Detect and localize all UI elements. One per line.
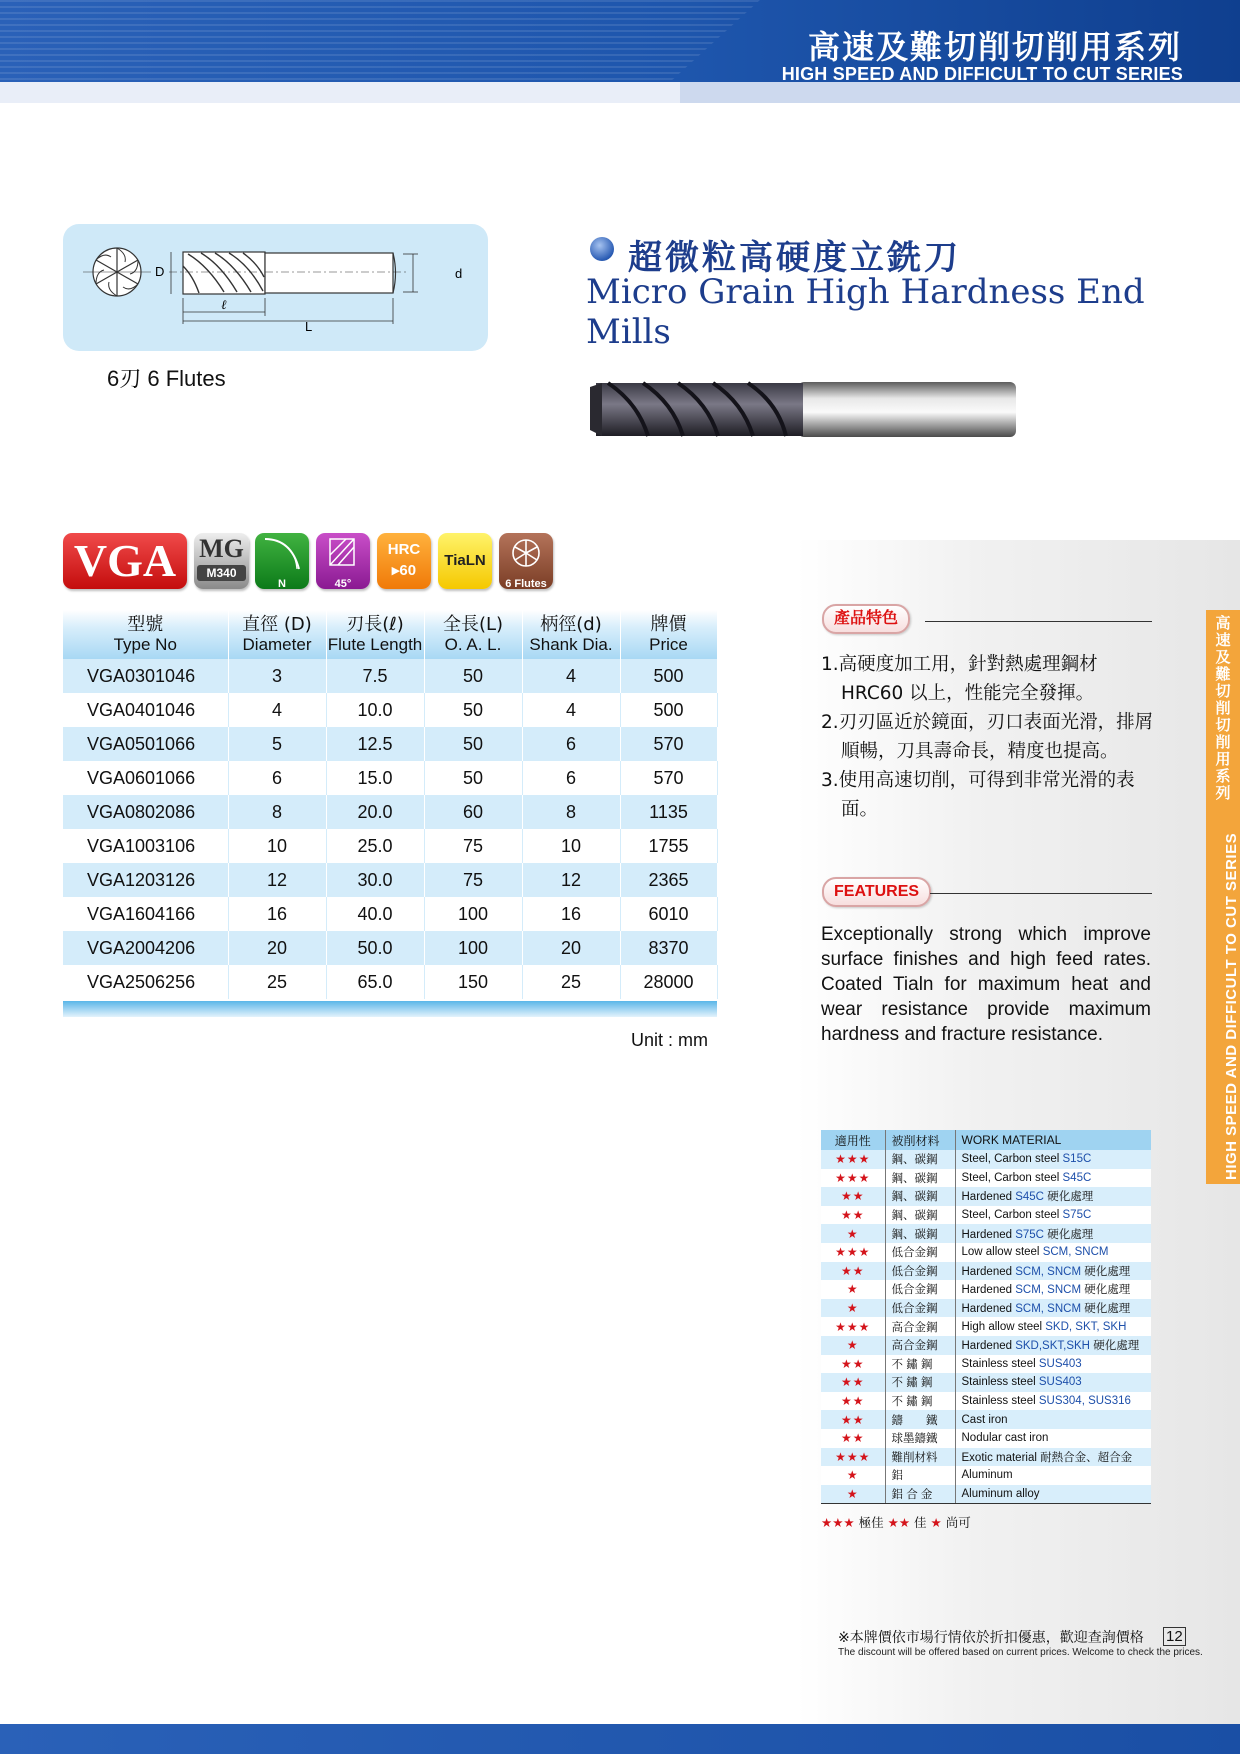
table-row <box>63 659 717 693</box>
badge-n-label: N <box>278 578 286 590</box>
badge-coating: TiaLN <box>438 533 492 589</box>
material-zh: 不 鏽 鋼 <box>885 1392 955 1411</box>
material-en: Steel, Carbon steel <box>961 1209 1060 1222</box>
material-zh: 鋼、碳鋼 <box>885 1150 955 1169</box>
table-cell: 65.0 <box>326 965 424 999</box>
material-grade: S45C <box>1015 1191 1044 1204</box>
table-cell: 15.0 <box>326 761 424 795</box>
title-bullet-icon <box>590 237 614 261</box>
table-cell: 1135 <box>620 795 717 829</box>
table-row <box>821 1224 1151 1243</box>
table-cell: 6 <box>228 761 326 795</box>
material-zh: 低合金鋼 <box>885 1280 955 1299</box>
legend-label-2: 佳 <box>914 1515 927 1530</box>
material-grade: S15C <box>1062 1153 1092 1166</box>
material-grade: SUS403 <box>1038 1376 1082 1389</box>
work-material-table <box>821 1130 1151 1504</box>
badge-mg <box>194 533 249 589</box>
mat-header-material-en: WORK MATERIAL <box>955 1130 1151 1150</box>
suitability-stars: ★★ <box>821 1355 885 1374</box>
badge-vga: VGA <box>63 533 187 589</box>
material-en: Hardened <box>961 1265 1013 1278</box>
product-photo <box>588 375 1020 443</box>
suitability-stars: ★ <box>821 1336 885 1355</box>
spec-header-en: Price <box>649 634 688 654</box>
suitability-stars: ★ <box>821 1485 885 1504</box>
table-cell: 4 <box>228 693 326 727</box>
table-cell: 12.5 <box>326 727 424 761</box>
table-cell: VGA0501066 <box>63 727 228 761</box>
table-row <box>63 761 717 795</box>
spec-header-cell <box>228 610 326 659</box>
table-row <box>821 1150 1151 1169</box>
table-cell: VGA1203126 <box>63 863 228 897</box>
mat-header-suitability: 適用性 <box>821 1130 885 1150</box>
suitability-stars: ★★ <box>821 1392 885 1411</box>
header-title-zh: 高速及難切削切削用系列 <box>807 28 1182 66</box>
material-en: Aluminum <box>961 1469 1013 1482</box>
table-cell: 3 <box>228 659 326 693</box>
table-cell: 6 <box>522 727 620 761</box>
suitability-stars: ★★ <box>821 1373 885 1392</box>
material-zh: 鋼、碳鋼 <box>885 1169 955 1188</box>
table-cell: 570 <box>620 761 717 795</box>
material-desc <box>955 1243 1151 1262</box>
table-cell: 25 <box>228 965 326 999</box>
table-cell: 16 <box>228 897 326 931</box>
material-grade: S75C <box>1062 1209 1092 1222</box>
table-row <box>63 897 717 931</box>
material-desc <box>955 1280 1151 1299</box>
material-suffix: 硬化處理 <box>1084 1303 1131 1316</box>
table-row <box>63 693 717 727</box>
material-desc <box>955 1150 1151 1169</box>
table-row <box>821 1355 1151 1374</box>
table-cell: 20.0 <box>326 795 424 829</box>
badge-flutes-label: 6 Flutes <box>505 578 547 590</box>
table-cell: 50 <box>424 693 522 727</box>
suitability-stars: ★★★ <box>821 1169 885 1188</box>
spec-header-zh: 全長(L) <box>442 613 504 635</box>
spec-header-cell <box>424 610 522 659</box>
table-row <box>63 727 717 761</box>
material-desc <box>955 1429 1151 1448</box>
table-row <box>821 1299 1151 1318</box>
features-zh-line <box>925 621 1152 622</box>
material-zh: 不 鏽 鋼 <box>885 1355 955 1374</box>
table-cell: 4 <box>522 693 620 727</box>
table-row <box>63 795 717 829</box>
table-cell: 12 <box>228 863 326 897</box>
material-en: Stainless steel <box>961 1395 1036 1408</box>
suitability-stars: ★★★ <box>821 1150 885 1169</box>
material-desc <box>955 1392 1151 1411</box>
spec-header-zh: 型號 <box>127 613 164 635</box>
table-cell: 8 <box>522 795 620 829</box>
material-suffix: 硬化處理 <box>1047 1191 1094 1204</box>
features-en-pill: FEATURES <box>822 877 931 907</box>
table-cell: VGA2004206 <box>63 931 228 965</box>
suitability-stars: ★★★ <box>821 1317 885 1336</box>
features-zh-list <box>821 650 1161 824</box>
table-cell: 8370 <box>620 931 717 965</box>
material-zh: 高合金鋼 <box>885 1317 955 1336</box>
table-cell: 75 <box>424 829 522 863</box>
legend-stars-2: ★★ <box>887 1515 911 1530</box>
label-l: ℓ <box>221 297 227 312</box>
feature-zh-item: 2.刃刃區近於鏡面，刃口表面光滑，排屑順暢，刀具壽命長，精度也提高。 <box>821 712 1154 762</box>
table-cell: 150 <box>424 965 522 999</box>
spec-table <box>63 610 718 999</box>
material-zh: 鋁 合 金 <box>885 1485 955 1504</box>
material-desc <box>955 1336 1151 1355</box>
table-cell: VGA0601066 <box>63 761 228 795</box>
material-zh: 低合金鋼 <box>885 1299 955 1318</box>
table-cell: 2365 <box>620 863 717 897</box>
badge-n <box>255 533 309 589</box>
table-row <box>821 1243 1151 1262</box>
features-en-text: Exceptionally strong which improve surface finishes and high feed rates. Coated Tialn for maximum heat and wear resistance provide maximum hardness and fracture resistance. <box>821 924 1151 1045</box>
table-cell: VGA1003106 <box>63 829 228 863</box>
spec-header-zh: 柄徑(d) <box>540 613 602 635</box>
material-desc <box>955 1206 1151 1225</box>
material-zh: 鋼、碳鋼 <box>885 1187 955 1206</box>
spec-header-en: Diameter <box>242 634 312 654</box>
page-footer-bar <box>0 1724 1240 1754</box>
legend-label-3: 極佳 <box>858 1515 884 1530</box>
technical-drawing <box>63 224 488 351</box>
material-grade: SUS304, SUS316 <box>1038 1395 1131 1408</box>
table-row <box>821 1466 1151 1485</box>
suitability-stars: ★★★ <box>821 1243 885 1262</box>
material-grade: SUS403 <box>1038 1357 1082 1370</box>
material-zh: 低合金鋼 <box>885 1243 955 1262</box>
material-grade: SCM, SNCM <box>1015 1265 1082 1278</box>
helix-icon <box>255 533 309 573</box>
label-D: D <box>155 264 165 279</box>
table-row <box>63 863 717 897</box>
table-cell: VGA1604166 <box>63 897 228 931</box>
table-cell: 10 <box>228 829 326 863</box>
table-row <box>821 1485 1151 1504</box>
material-suffix: 硬化處理 <box>1084 1284 1131 1297</box>
material-desc <box>955 1448 1151 1467</box>
table-cell: 10 <box>522 829 620 863</box>
table-cell: 7.5 <box>326 659 424 693</box>
material-desc <box>955 1373 1151 1392</box>
material-en: Low allow steel <box>961 1246 1040 1259</box>
side-tab-zh: 高 速 及 難 切 削 切 削 用 系 列 <box>1215 614 1231 802</box>
material-grade: SCM, SNCM <box>1015 1303 1082 1316</box>
features-en-line <box>930 893 1152 894</box>
spec-header-cell <box>63 610 228 659</box>
material-grade: SKD, SKT, SKH <box>1045 1320 1127 1333</box>
table-cell: VGA0802086 <box>63 795 228 829</box>
table-row <box>821 1317 1151 1336</box>
table-cell: VGA0301046 <box>63 659 228 693</box>
table-cell: 100 <box>424 931 522 965</box>
suitability-stars: ★ <box>821 1299 885 1318</box>
material-desc <box>955 1299 1151 1318</box>
badge-angle <box>316 533 370 589</box>
table-cell: 6 <box>522 761 620 795</box>
legend-label-1: 尚可 <box>945 1515 971 1530</box>
material-zh: 鋼、碳鋼 <box>885 1206 955 1225</box>
angle-icon <box>316 533 370 573</box>
table-cell: 500 <box>620 693 717 727</box>
table-cell: 28000 <box>620 965 717 999</box>
material-desc <box>955 1169 1151 1188</box>
suitability-stars: ★★ <box>821 1429 885 1448</box>
material-grade: SCM, SNCM <box>1042 1246 1109 1259</box>
table-cell: 1755 <box>620 829 717 863</box>
material-en: Hardened <box>961 1284 1013 1297</box>
six-flute-icon <box>499 533 553 573</box>
material-zh: 不 鏽 鋼 <box>885 1373 955 1392</box>
spec-header-zh: 牌價 <box>650 613 687 635</box>
material-en: Exotic material 耐熱合金、超合金 <box>961 1451 1133 1464</box>
table-cell: 6010 <box>620 897 717 931</box>
feature-zh-item: 1.高硬度加工用，針對熱處理鋼材 HRC60 以上，性能完全發揮。 <box>821 654 1098 704</box>
side-tab-en: HIGH SPEED AND DIFFICULT TO CUT SERIES <box>1223 832 1240 1180</box>
badge-angle-label: 45° <box>334 578 352 590</box>
table-row <box>63 931 717 965</box>
material-en: Steel, Carbon steel <box>961 1153 1060 1166</box>
suitability-stars: ★★★ <box>821 1448 885 1467</box>
table-row <box>821 1448 1151 1467</box>
material-grade: SKD,SKT,SKH <box>1015 1340 1090 1353</box>
product-title-en: Micro Grain High Hardness End Mills <box>586 272 1145 352</box>
table-row <box>821 1280 1151 1299</box>
material-en: Hardened <box>961 1340 1013 1353</box>
suitability-stars: ★★ <box>821 1187 885 1206</box>
material-desc <box>955 1466 1151 1485</box>
table-cell: 570 <box>620 727 717 761</box>
material-en: Hardened <box>961 1191 1013 1204</box>
suitability-stars: ★ <box>821 1466 885 1485</box>
material-zh: 球墨鑄鐵 <box>885 1429 955 1448</box>
material-en: Steel, Carbon steel <box>961 1171 1060 1184</box>
footnote-en: The discount will be offered based on current prices. Welcome to check the prices. <box>838 1647 1203 1658</box>
table-cell: 75 <box>424 863 522 897</box>
material-en: Hardened <box>961 1303 1013 1316</box>
spec-header-en: Type No <box>113 634 177 654</box>
spec-table-footer <box>63 1001 717 1017</box>
table-row <box>821 1169 1151 1188</box>
table-cell: VGA0401046 <box>63 693 228 727</box>
material-en: Cast iron <box>961 1413 1008 1426</box>
table-cell: 60 <box>424 795 522 829</box>
table-cell: 30.0 <box>326 863 424 897</box>
suitability-stars: ★★ <box>821 1410 885 1429</box>
material-grade: S75C <box>1015 1228 1044 1241</box>
features-zh-pill: 產品特色 <box>822 604 910 634</box>
label-d: d <box>455 266 463 281</box>
material-desc <box>955 1224 1151 1243</box>
badge-hrc <box>377 533 431 589</box>
table-cell: 12 <box>522 863 620 897</box>
legend-stars-3: ★★★ <box>821 1515 855 1530</box>
table-cell: 25.0 <box>326 829 424 863</box>
flutes-label: 6刃 6 Flutes <box>107 366 226 391</box>
table-cell: 10.0 <box>326 693 424 727</box>
spec-header-zh: 直徑 (D) <box>242 613 312 635</box>
page-header <box>0 0 1240 103</box>
spec-header-en: O. A. L. <box>444 634 502 654</box>
spec-header-en: Shank Dia. <box>529 634 613 654</box>
spec-header-zh: 刃長(ℓ) <box>346 613 404 635</box>
table-cell: 50 <box>424 659 522 693</box>
material-desc <box>955 1187 1151 1206</box>
material-suffix: 硬化處理 <box>1084 1265 1131 1278</box>
table-row <box>821 1336 1151 1355</box>
material-zh: 鋁 <box>885 1466 955 1485</box>
material-desc <box>955 1317 1151 1336</box>
table-cell: 40.0 <box>326 897 424 931</box>
footnote-zh: ※本牌價依市場行情依於折扣優惠，歡迎查詢價格 <box>838 1630 1144 1646</box>
suitability-stars: ★★ <box>821 1206 885 1225</box>
table-cell: 50 <box>424 727 522 761</box>
material-en: High allow steel <box>961 1320 1043 1333</box>
table-cell: 20 <box>228 931 326 965</box>
table-cell: 50 <box>424 761 522 795</box>
suitability-stars: ★ <box>821 1280 885 1299</box>
table-cell: 4 <box>522 659 620 693</box>
header-title-en: HIGH SPEED AND DIFFICULT TO CUT SERIES <box>781 64 1183 84</box>
header-stripes <box>0 0 760 82</box>
table-cell: 8 <box>228 795 326 829</box>
rating-legend <box>821 1513 971 1531</box>
spec-header-cell <box>326 610 424 659</box>
table-cell: 20 <box>522 931 620 965</box>
material-suffix: 硬化處理 <box>1047 1228 1094 1241</box>
table-row <box>821 1206 1151 1225</box>
side-view <box>169 252 408 294</box>
badge-hrc-top: HRC <box>387 541 421 558</box>
feature-zh-item: 3.使用高速切削，可得到非常光滑的表面。 <box>821 770 1135 820</box>
product-title-zh: 超微粒高硬度立銑刀 <box>628 238 961 278</box>
table-row <box>821 1410 1151 1429</box>
spec-header-cell <box>522 610 620 659</box>
material-zh: 鋼、碳鋼 <box>885 1224 955 1243</box>
badge-flutes <box>499 533 553 589</box>
table-cell: 16 <box>522 897 620 931</box>
header-band-light <box>0 82 680 103</box>
material-zh: 低合金鋼 <box>885 1262 955 1281</box>
spec-header-cell <box>620 610 717 659</box>
unit-label: Unit : mm <box>631 1030 709 1050</box>
material-en: Hardened <box>961 1228 1013 1241</box>
table-row <box>821 1392 1151 1411</box>
material-grade: SCM, SNCM <box>1015 1284 1082 1297</box>
table-cell: 25 <box>522 965 620 999</box>
material-desc <box>955 1262 1151 1281</box>
material-en: Aluminum alloy <box>961 1487 1040 1500</box>
end-mill-drawing <box>63 224 488 351</box>
suitability-stars: ★ <box>821 1224 885 1243</box>
badge-mg-top: MG <box>199 534 244 563</box>
table-row <box>821 1187 1151 1206</box>
material-en: Stainless steel <box>961 1357 1036 1370</box>
badge-hrc-bottom: ▸60 <box>391 562 417 579</box>
table-cell: 5 <box>228 727 326 761</box>
table-cell: 50.0 <box>326 931 424 965</box>
table-cell: VGA2506256 <box>63 965 228 999</box>
label-L: L <box>305 319 313 334</box>
material-suffix: 硬化處理 <box>1093 1340 1140 1353</box>
spec-header-en: Flute Length <box>327 634 423 654</box>
material-zh: 難削材料 <box>885 1448 955 1467</box>
table-row <box>821 1429 1151 1448</box>
table-row <box>63 829 717 863</box>
table-row <box>63 965 717 999</box>
end-view-icon <box>83 248 151 296</box>
material-zh: 高合金鋼 <box>885 1336 955 1355</box>
page-number: 12 <box>1163 1627 1186 1646</box>
suitability-stars: ★★ <box>821 1262 885 1281</box>
table-cell: 500 <box>620 659 717 693</box>
badge-mg-bottom: M340 <box>197 565 246 581</box>
legend-stars-1: ★ <box>930 1515 942 1530</box>
table-cell: 100 <box>424 897 522 931</box>
material-desc <box>955 1410 1151 1429</box>
material-desc <box>955 1355 1151 1374</box>
material-desc <box>955 1485 1151 1504</box>
material-en: Stainless steel <box>961 1376 1036 1389</box>
table-row <box>821 1373 1151 1392</box>
material-grade: S45C <box>1062 1171 1092 1184</box>
material-en: Nodular cast iron <box>961 1432 1049 1445</box>
mat-header-material-zh: 被削材料 <box>885 1130 955 1150</box>
material-zh: 鑄 鐵 <box>885 1410 955 1429</box>
table-row <box>821 1262 1151 1281</box>
